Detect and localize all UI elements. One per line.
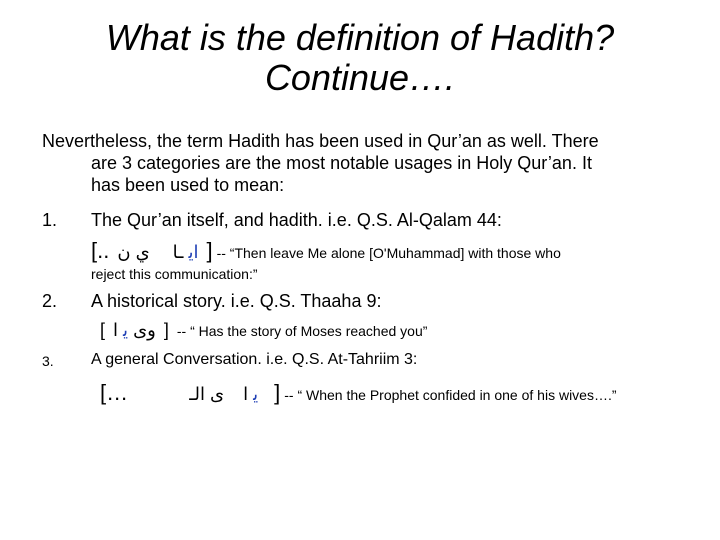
item-2-arabic <box>113 320 156 341</box>
item-3-arabic-highlight: ﻳ <box>253 384 259 404</box>
item-1-text: The Qur’an itself, and hadith. i.e. Q.S. Al-Qalam 44: <box>91 210 502 230</box>
item-1-quote-open: [.. <box>91 238 110 263</box>
item-1-arabic <box>117 242 198 263</box>
slide-title <box>0 18 720 98</box>
item-3-translation: -- “ When the Prophet confided in one of his wives….” <box>284 387 617 403</box>
item-3-number: 3. <box>42 353 54 369</box>
item-2-number: 2. <box>42 291 58 311</box>
item-3-arabic-mid: ا <box>243 384 249 404</box>
item-2-arabic-highlight: ﻳ <box>123 320 129 340</box>
item-3-text: A general Conversation. i.e. Q.S. At-Tahriim 3: <box>91 351 418 368</box>
item-1-quote <box>91 238 561 264</box>
item-1-translation: -- “Then leave Me alone [O'Muhammad] with those who <box>216 245 561 261</box>
item-1-translation-cont: reject this communication:” <box>91 266 258 282</box>
intro-line-3: has been used to mean: <box>91 175 285 195</box>
intro-line-1: Nevertheless, the term Hadith has been used in Qur’an as well. There <box>42 131 599 151</box>
item-2-quote-close: ] <box>163 320 169 340</box>
item-2-quote-open: [ <box>100 320 106 340</box>
item-3-quote-close: ] <box>274 380 281 405</box>
item-3-arabic-tail: ى الـ <box>189 384 225 404</box>
item-2-arabic-main: وى <box>133 320 156 340</box>
title-line-2: Continue…. <box>264 57 456 98</box>
item-3-quote <box>100 380 617 406</box>
item-3-quote-open: [… <box>100 380 129 405</box>
item-1-quote-close: ] <box>206 238 213 263</box>
item-1-arabic-tail: ي ن <box>117 242 150 262</box>
title-line-1: What is the definition of Hadith? <box>105 17 615 58</box>
intro-line-2: are 3 categories are the most notable usages in Holy Qur’an. It <box>91 153 592 173</box>
item-2-quote <box>100 320 427 341</box>
item-1-arabic-mid: ـا <box>172 242 184 262</box>
item-1-number: 1. <box>42 210 58 230</box>
item-3-arabic <box>134 384 258 405</box>
item-1-arabic-highlight: ﺍﻳ <box>188 242 199 262</box>
item-2-translation: -- “ Has the story of Moses reached you” <box>176 323 428 339</box>
item-2-arabic-tail: ا <box>113 320 119 340</box>
item-2-text: A historical story. i.e. Q.S. Thaaha 9: <box>91 291 382 311</box>
